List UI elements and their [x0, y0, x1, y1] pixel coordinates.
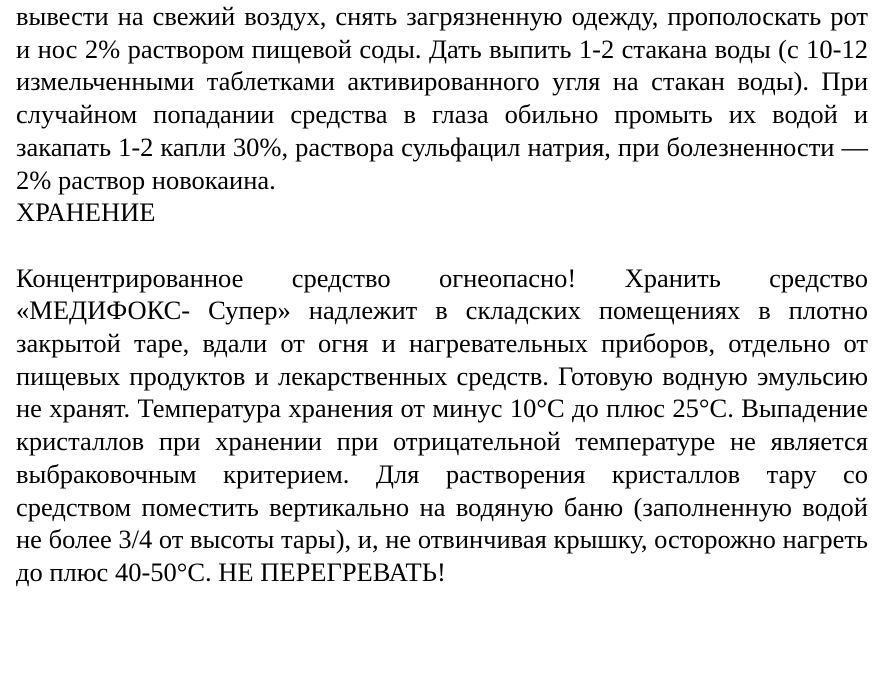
storage-paragraph: Концентрированное средство огнеопасно! Хранить средство «МЕДИФОКС- Супер» надлежит в складских помещениях в плотно закрытой таре, вдали от огня и нагревательных приборов, отдельно от пищевых продуктов и лекарственных средств. Готовую водную эмульсию не хранят. Температура хранения от минус 10°С до плюс 25°С. Выпадение кристаллов при хранении при отрицательной температуре не является выбраковочным критерием. Для растворения кристаллов тару со средством поместить вертикально на водяную баню (заполненную водой не более 3/4 от высоты тары), и, не отвинчивая крышку, осторожно нагреть до плюс 40-50°С. НЕ ПЕРЕГРЕВАТЬ! [16, 262, 868, 587]
document-page [16, 0, 868, 589]
first-aid-paragraph: вывести на свежий воздух, снять загрязненную одежду, прополоскать рот и нос 2% раствором пищевой соды. Дать выпить 1-2 стакана воды (с 10-12 измельченными таблетками активированного угля на стакан воды). При случайном попадании средства в глаза обильно промыть их водой и закапать 1-2 капли 30%, раствора сульфацил натрия, при болезненности — 2% раствор новокаина. [16, 1, 868, 195]
storage-heading: ХРАНЕНИЕ [16, 197, 156, 228]
paragraph-spacer [16, 229, 868, 262]
